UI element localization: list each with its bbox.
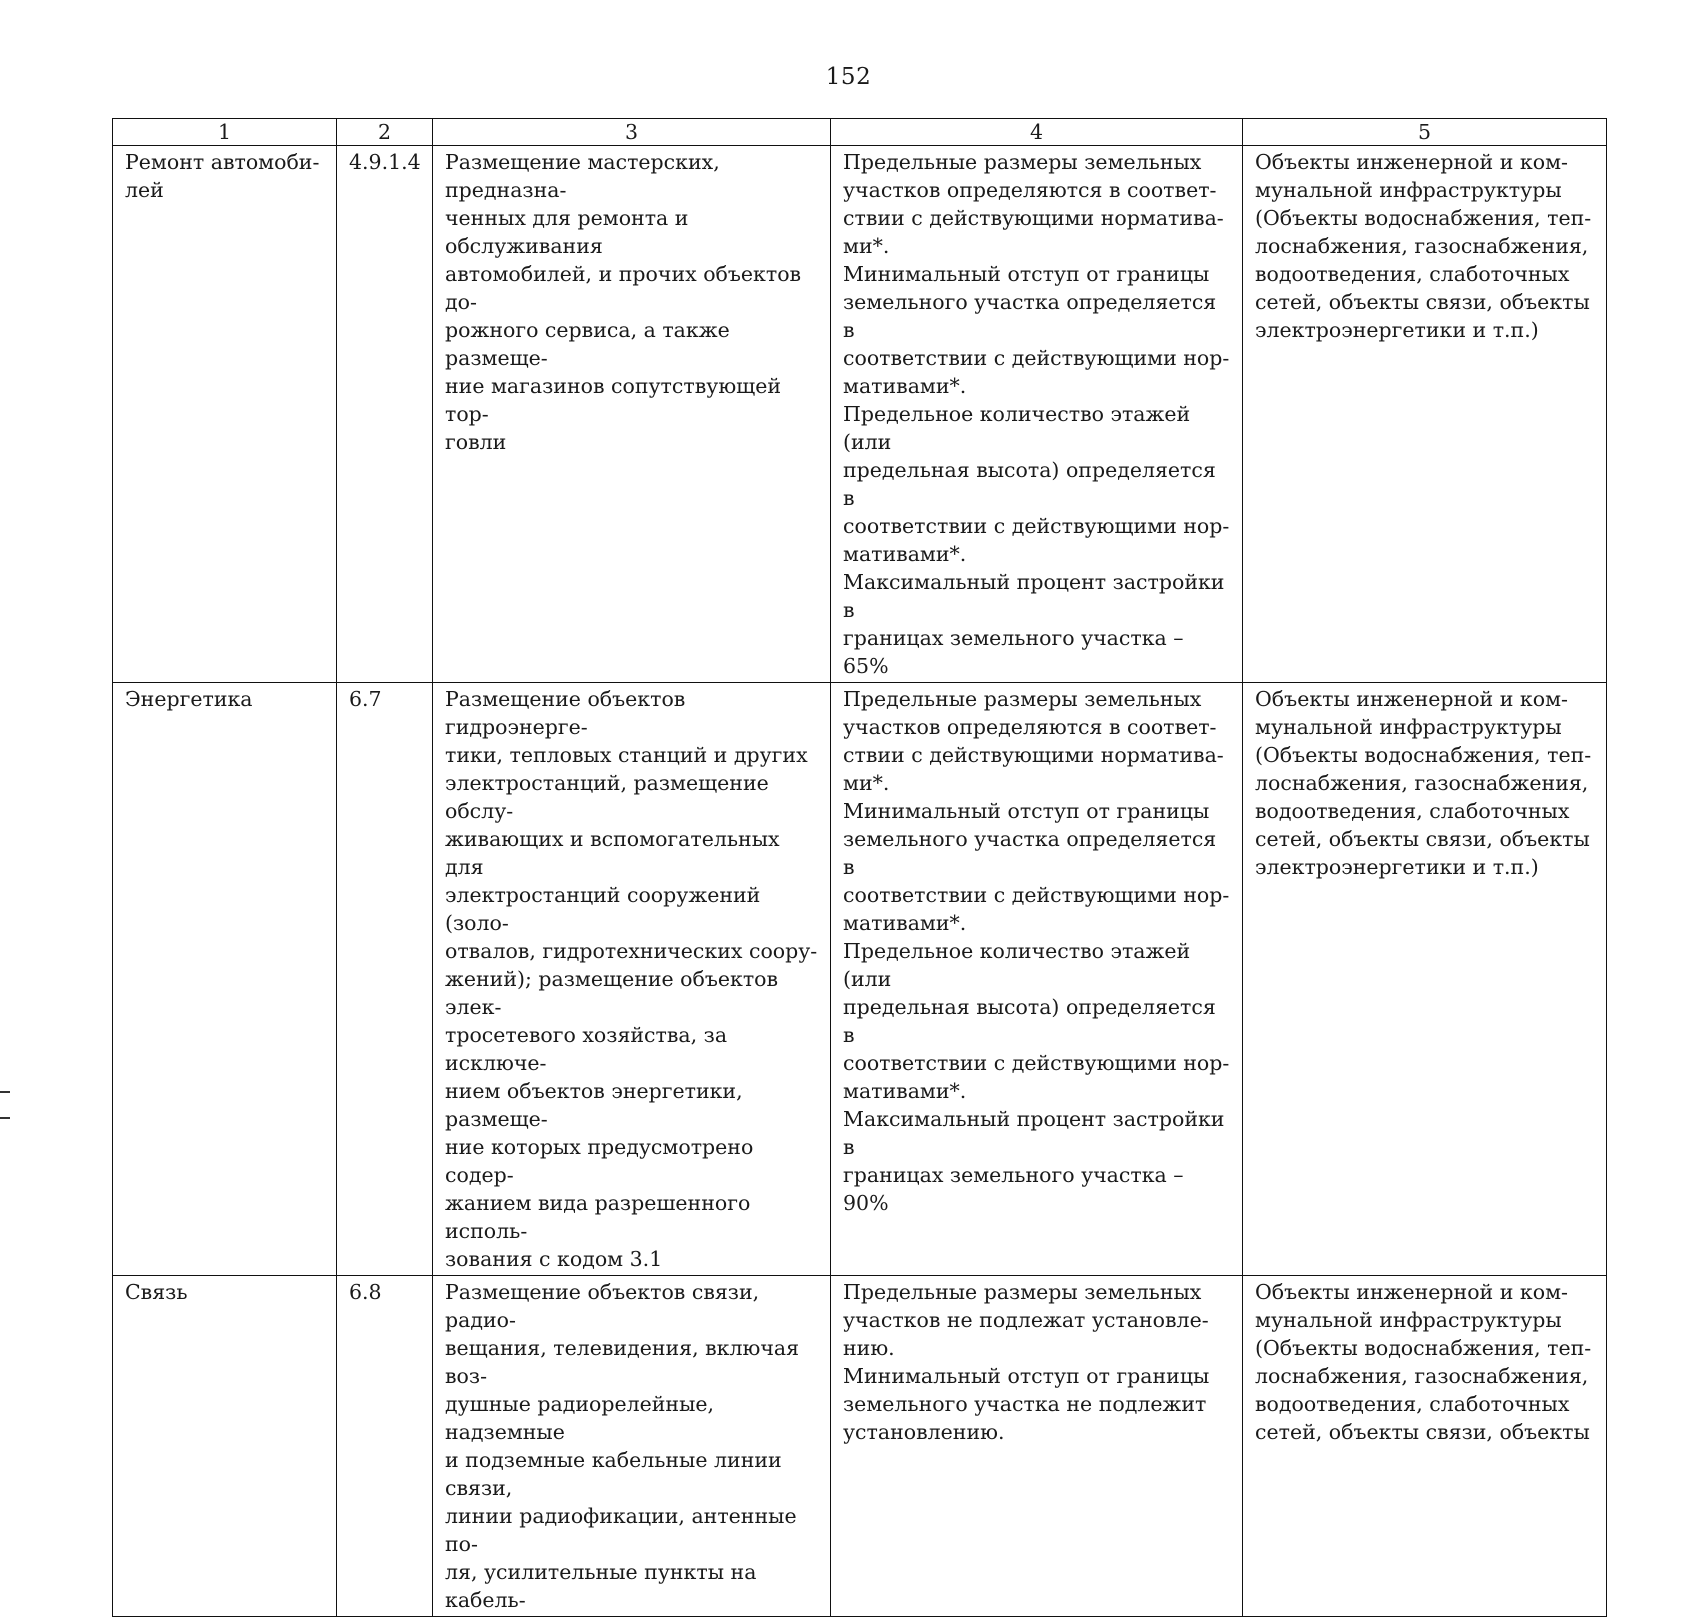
use-name-cell (113, 146, 337, 683)
use-code: 6.7 (349, 687, 382, 711)
table-header-row (113, 119, 1607, 146)
use-name: Ремонт автомоби- лей (125, 150, 320, 202)
use-code-cell (337, 146, 433, 683)
use-name-cell (113, 1276, 337, 1617)
use-parameters-cell (831, 1276, 1243, 1617)
table-row (113, 683, 1607, 1276)
scan-margin-mark (0, 1117, 10, 1119)
use-code-cell (337, 1276, 433, 1617)
use-description: Размещение объектов связи, радио- вещания, телевидения, включая воз- душные радиорелейные, надземные и подземные кабельные линии связи, линии радиофикации, антенные по- ля, усилительные пункты на кабель- (445, 1280, 800, 1612)
table-row (113, 146, 1607, 683)
auxiliary-uses: Объекты инженерной и ком- мунальной инфраструктуры (Объекты водоснабжения, теп- лоснабжения, газоснабжения, водоотведения, слаботочных сетей, объекты связи, объекты (1255, 1280, 1592, 1444)
scan-margin-mark (0, 1091, 10, 1093)
use-code: 6.8 (349, 1280, 382, 1304)
auxiliary-uses-cell (1243, 683, 1607, 1276)
use-description: Размещение мастерских, предназна- ченных для ремонта и обслуживания автомобилей, и прочих объектов до- рожного сервиса, а также размеще- ние магазинов сопутствующей тор- говли (445, 150, 802, 454)
auxiliary-uses-cell (1243, 1276, 1607, 1617)
use-name-cell (113, 683, 337, 1276)
use-parameters: Предельные размеры земельных участков не подлежат установле- нию. Минимальный отступ от границы земельного участка не подлежит установлению. (843, 1280, 1210, 1444)
column-header-3: 3 (433, 119, 831, 146)
use-parameters: Предельные размеры земельных участков определяются в соответ- ствии с действующими нормативa- ми*. Минимальный отступ от границы земельного участка определяется в соответствии с действующими нор- мативами*. Предельное количество этажей (или предельная высота) определяется в соответствии с действующими нор- мативами*. Максимальный процент застройки в границах земельного участка – 90% (843, 687, 1230, 1215)
use-description-cell (433, 683, 831, 1276)
use-name: Связь (125, 1280, 188, 1304)
land-use-table (112, 118, 1607, 1617)
auxiliary-uses: Объекты инженерной и ком- мунальной инфраструктуры (Объекты водоснабжения, теп- лоснабжения, газоснабжения, водоотведения, слаботочных сетей, объекты связи, объекты электроэнергетики и т.п.) (1255, 687, 1592, 879)
auxiliary-uses: Объекты инженерной и ком- мунальной инфраструктуры (Объекты водоснабжения, теп- лоснабжения, газоснабжения, водоотведения, слаботочных сетей, объекты связи, объекты электроэнергетики и т.п.) (1255, 150, 1592, 342)
column-header-5: 5 (1243, 119, 1607, 146)
column-header-1: 1 (113, 119, 337, 146)
page-number: 152 (825, 64, 872, 90)
use-description-cell (433, 146, 831, 683)
use-description-cell (433, 1276, 831, 1617)
use-code-cell (337, 683, 433, 1276)
column-header-2: 2 (337, 119, 433, 146)
use-parameters: Предельные размеры земельных участков определяются в соответ- ствии с действующими нормативa- ми*. Минимальный отступ от границы земельного участка определяется в соответствии с действующими нор- мативами*. Предельное количество этажей (или предельная высота) определяется в соответствии с действующими нор- мативами*. Максимальный процент застройки в границах земельного участка – 65% (843, 150, 1230, 678)
use-description: Размещение объектов гидроэнерге- тики, тепловых станций и других электростанций, размещение обслу- живающих и вспомогательных для электростанций сооружений (золо- отвалов, гидротехнических соору- жений); размещение объектов элек- тросетевого хозяйства, за исключе- нием объектов энергетики, размеще- ние которых предусмотрено содер- жанием вида разрешенного исполь- зования с кодом 3.1 (445, 687, 818, 1271)
use-name: Энергетика (125, 687, 253, 711)
auxiliary-uses-cell (1243, 146, 1607, 683)
use-parameters-cell (831, 146, 1243, 683)
use-code: 4.9.1.4 (349, 150, 421, 174)
use-parameters-cell (831, 683, 1243, 1276)
table-row (113, 1276, 1607, 1617)
column-header-4: 4 (831, 119, 1243, 146)
